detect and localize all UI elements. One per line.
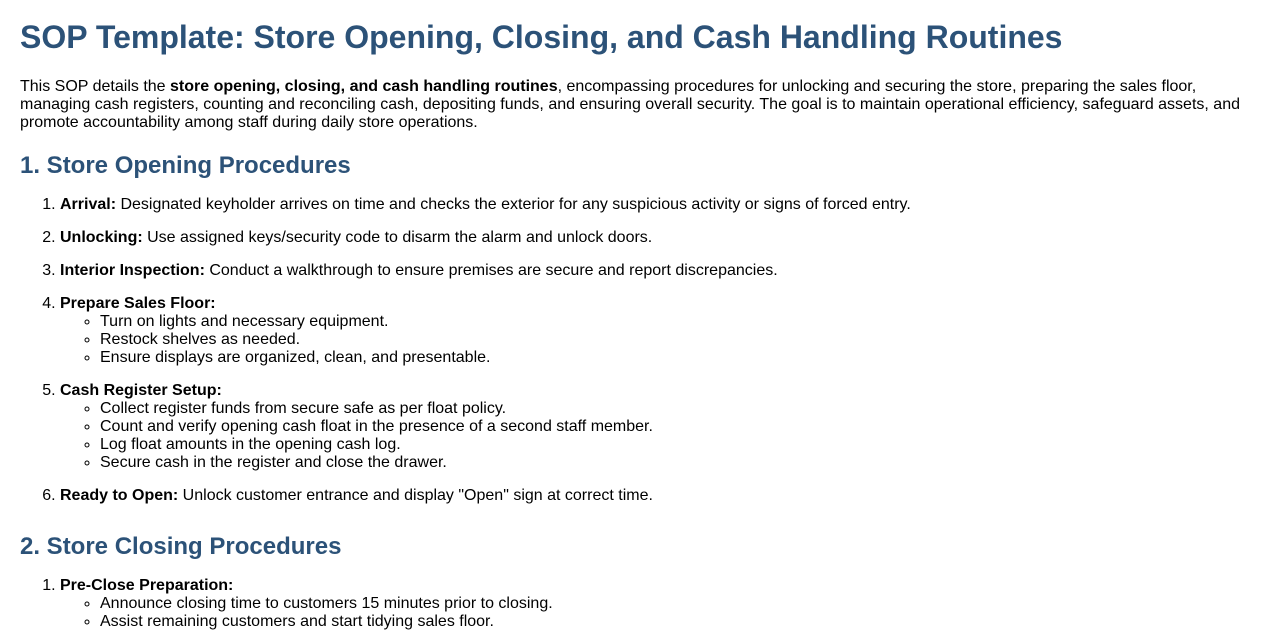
closing-steps-list (20, 577, 1243, 631)
step-text: Designated keyholder arrives on time and checks the exterior for any suspicious activity or signs of forced entry. (116, 196, 911, 213)
sub-steps-list (60, 595, 1243, 631)
section-heading-closing: 2. Store Closing Procedures (20, 533, 342, 560)
sub-step: ◦ Collect register funds from secure safe as per float policy. (100, 400, 1243, 418)
intro-text-end: , encompassing procedures for unlocking and securing the store, preparing the sales floor, managing cash registers, counting and reconciling cash, depositing funds, and ensuring overall security. The goal is to maintain operational efficiency, safeguard assets, and promote accountability among staff during daily store operations. (20, 78, 1240, 131)
intro-bold-text: store opening, closing, and cash handling routines (170, 78, 558, 95)
intro-paragraph (20, 78, 1243, 132)
step-cash-register-setup (60, 382, 1243, 472)
step-label: Prepare Sales Floor: (60, 295, 216, 312)
step-interior-inspection (60, 262, 1243, 280)
sub-steps-list (60, 400, 1243, 472)
page-title: SOP Template: Store Opening, Closing, and Cash Handling Routines (20, 19, 1063, 55)
step-label: Unlocking: (60, 229, 143, 246)
step-ready-to-open (60, 487, 1243, 505)
sub-step: ◦ Assist remaining customers and start tidying sales floor. (100, 613, 1243, 631)
opening-steps-list (20, 196, 1243, 505)
step-label: Ready to Open: (60, 487, 179, 504)
step-prepare-sales-floor (60, 295, 1243, 367)
sub-step: ◦ Ensure displays are organized, clean, and presentable. (100, 349, 1243, 367)
sub-step: ◦ Restock shelves as needed. (100, 331, 1243, 349)
intro-text-start: This SOP details the (20, 78, 170, 95)
section-heading-opening: 1. Store Opening Procedures (20, 152, 351, 179)
sub-step: ◦ Count and verify opening cash float in the presence of a second staff member. (100, 418, 1243, 436)
sub-step: ◦ Secure cash in the register and close the drawer. (100, 454, 1243, 472)
step-text: Use assigned keys/security code to disarm the alarm and unlock doors. (142, 229, 653, 246)
step-pre-close-preparation (60, 577, 1243, 631)
step-label: Cash Register Setup: (60, 382, 222, 399)
step-unlocking (60, 229, 1243, 247)
step-arrival (60, 196, 1243, 214)
step-label: Pre-Close Preparation: (60, 577, 234, 594)
sub-step: ◦ Turn on lights and necessary equipment. (100, 313, 1243, 331)
step-text: Unlock customer entrance and display "Open" sign at correct time. (178, 487, 653, 504)
step-text: Conduct a walkthrough to ensure premises are secure and report discrepancies. (204, 262, 778, 279)
sub-steps-list (60, 313, 1243, 367)
step-label: Arrival: (60, 196, 117, 213)
sub-step: ◦ Announce closing time to customers 15 minutes prior to closing. (100, 595, 1243, 613)
step-label: Interior Inspection: (60, 262, 205, 279)
sub-step: ◦ Log float amounts in the opening cash log. (100, 436, 1243, 454)
